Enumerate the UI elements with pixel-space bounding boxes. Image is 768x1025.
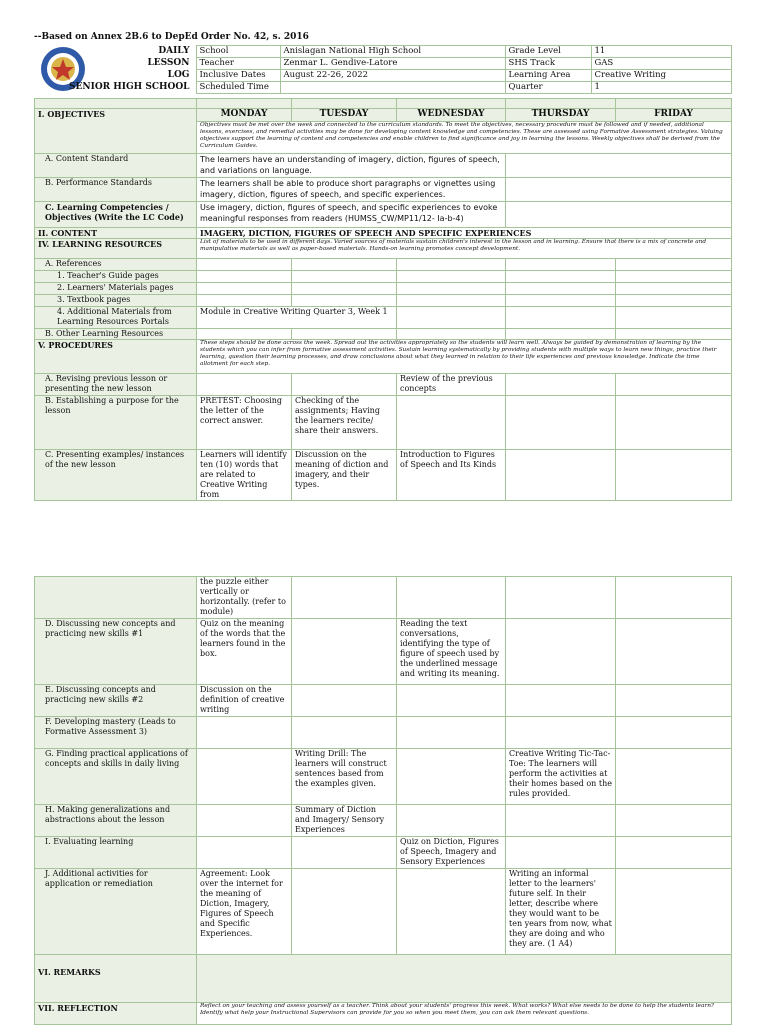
other-resources-label: B. Other Learning Resources <box>35 329 197 340</box>
track-label: SHS Track <box>505 58 591 70</box>
day-tuesday: TUESDAY <box>292 109 397 122</box>
tb-label: 3. Textbook pages <box>35 295 197 307</box>
competencies-label: C. Learning Competencies / Objectives (Write the LC Code) <box>35 202 197 228</box>
objectives-note: Objectives must be met over the week and connected to the curriculum standards. To meet the objectives, necessary procedure must be followed and if needed, additional lessons, exercises, and remedial activities may be done for developing content knowledge and competencies. These are assessed using Formative Assessment strategies. Valuing objectives support the learning of content and competencies and enable children to find significance and joy in learning the lessons. Weekly objectives shall be derived from the Curriculum Guides. <box>197 122 732 154</box>
proc-g-thursday: Creative Writing Tic-Tac-Toe: The learners will perform the activities at their homes based on the rules provided. <box>506 749 616 805</box>
proc-h-label: H. Making generalizations and abstractions about the lesson <box>35 805 197 837</box>
remarks-label: VI. REMARKS <box>35 955 197 1003</box>
header-table <box>34 45 732 94</box>
proc-c-wednesday: Introduction to Figures of Speech and Its Kinds <box>397 450 506 501</box>
proc-g-label: G. Finding practical applications of concepts and skills in daily living <box>35 749 197 805</box>
proc-c-monday-cont: the puzzle either vertically or horizontally. (refer to module) <box>197 577 292 619</box>
resources-note: List of materials to be used in different days. Varied sources of materials sustain children's interest in the lesson and in learning. Ensure that there is a mix of concrete and manipulative materials as well as paper-based materials. Hands-on learning promotes concept development. <box>197 239 732 259</box>
reflection-label: VII. REFLECTION <box>35 1003 197 1025</box>
proc-g-tuesday: Writing Drill: The learners will construct sentences based from the examples given. <box>292 749 397 805</box>
grade-value: 11 <box>591 46 731 58</box>
proc-b-label: B. Establishing a purpose for the lesson <box>35 396 197 450</box>
content-label: II. CONTENT <box>35 228 197 239</box>
proc-c-label: C. Presenting examples/ instances of the new lesson <box>35 450 197 501</box>
content-standard-value: The learners have an understanding of imagery, diction, figures of speech, and variations on language. <box>197 154 506 178</box>
dll-table-page1 <box>34 98 732 501</box>
school-label: School <box>196 46 280 58</box>
day-friday: FRIDAY <box>616 109 732 122</box>
annex-reference: --Based on Annex 2B.6 to DepEd Order No. 42, s. 2016 <box>34 32 309 42</box>
proc-j-label: J. Additional activities for application or remediation <box>35 869 197 955</box>
area-label: Learning Area <box>505 70 591 82</box>
title-shs: SENIOR HIGH SCHOOL <box>69 81 190 92</box>
proc-b-tuesday: Checking of the assignments; Having the learners recite/ share their answers. <box>292 396 397 450</box>
proc-j-monday: Agreement: Look over the internet for the meaning of Diction, Imagery, Figures of Speech and Specific Experiences. <box>197 869 292 955</box>
proc-i-label: I. Evaluating learning <box>35 837 197 869</box>
procedures-label: V. PROCEDURES <box>35 340 197 374</box>
content-value: IMAGERY, DICTION, FIGURES OF SPEECH AND SPECIFIC EXPERIENCES <box>197 228 732 239</box>
proc-d-monday: Quiz on the meaning of the words that the learners found in the box. <box>197 619 292 685</box>
resources-label: IV. LEARNING RESOURCES <box>35 239 197 259</box>
additional-materials-label: 4. Additional Materials from Learning Resources Portals <box>35 307 197 329</box>
time-value <box>280 82 505 94</box>
dates-label: Inclusive Dates <box>196 70 280 82</box>
title-log: LOG <box>167 69 190 80</box>
proc-e-monday: Discussion on the definition of creative writing <box>197 685 292 717</box>
day-monday: MONDAY <box>197 109 292 122</box>
competencies-value: Use imagery, diction, figures of speech, and specific experiences to evoke meaningful responses from readers (HUMSS_CW/MP11/12- Ia-b-4) <box>197 202 506 228</box>
performance-label: B. Performance Standards <box>35 178 197 202</box>
proc-i-wednesday: Quiz on Diction, Figures of Speech, Imagery and Sensory Experiences <box>397 837 506 869</box>
proc-c-monday: Learners will identify ten (10) words that are related to Creative Writing from <box>197 450 292 501</box>
track-value: GAS <box>591 58 731 70</box>
day-thursday: THURSDAY <box>506 109 616 122</box>
dates-value: August 22-26, 2022 <box>280 70 505 82</box>
day-wednesday: WEDNESDAY <box>397 109 506 122</box>
teacher-value: Zenmar L. Gendive-Latore <box>280 58 505 70</box>
proc-d-label: D. Discussing new concepts and practicing new skills #1 <box>35 619 197 685</box>
proc-f-label: F. Developing mastery (Leads to Formative Assessment 3) <box>35 717 197 749</box>
reflection-note: Reflect on your teaching and assess yourself as a teacher. Think about your students' progress this week. What works? What else needs to be done to help the students learn? Identify what help your Instructional Supervisors can provide for you so when you meet them, you can ask them relevant questions. <box>197 1003 732 1025</box>
quarter-label: Quarter <box>505 82 591 94</box>
procedures-note: These steps should be done across the week. Spread out the activities appropriately so the students will learn well. Always be guided by demonstration of learning by the students which you can infer from formative assessment activities. Sustain learning systematically by providing students with multiple ways to learn new things, practice their learning, question their learning processes, and draw conclusions about what they learned in relation to their life experiences and previous knowledge. Indicate the time allotment for each step. <box>197 340 732 374</box>
additional-materials-value: Module in Creative Writing Quarter 3, Week 1 <box>197 307 397 329</box>
tg-label: 1. Teacher's Guide pages <box>35 271 197 283</box>
proc-j-thursday: Writing an informal letter to the learners' future self. In their letter, describe where they would want to be ten years from now, what they are doing and who they are. (1 A4) <box>506 869 616 955</box>
content-standard-label: A. Content Standard <box>35 154 197 178</box>
proc-c-tuesday: Discussion on the meaning of diction and imagery, and their types. <box>292 450 397 501</box>
teacher-label: Teacher <box>196 58 280 70</box>
performance-value: The learners shall be able to produce short paragraphs or vignettes using imagery, diction, figures of speech, and specific experiences. <box>197 178 506 202</box>
proc-b-monday: PRETEST: Choosing the letter of the correct answer. <box>197 396 292 450</box>
quarter-value: 1 <box>591 82 731 94</box>
grade-label: Grade Level <box>505 46 591 58</box>
proc-a-wednesday: Review of the previous concepts <box>397 374 506 396</box>
title-lesson: LESSON <box>147 57 190 68</box>
school-value: Anislagan National High School <box>280 46 505 58</box>
dll-table-page2 <box>34 576 732 1025</box>
proc-a-label: A. Revising previous lesson or presenting the new lesson <box>35 374 197 396</box>
proc-h-tuesday: Summary of Diction and Imagery/ Sensory Experiences <box>292 805 397 837</box>
proc-e-label: E. Discussing concepts and practicing new skills #2 <box>35 685 197 717</box>
title-daily: DAILY <box>158 45 190 56</box>
proc-d-wednesday: Reading the text conversations, identifying the type of figure of speech used by the underlined message and writing its meaning. <box>397 619 506 685</box>
objectives-label: I. OBJECTIVES <box>35 109 197 154</box>
area-value: Creative Writing <box>591 70 731 82</box>
references-label: A. References <box>35 259 197 271</box>
time-label: Scheduled Time <box>196 82 280 94</box>
lm-label: 2. Learners' Materials pages <box>35 283 197 295</box>
